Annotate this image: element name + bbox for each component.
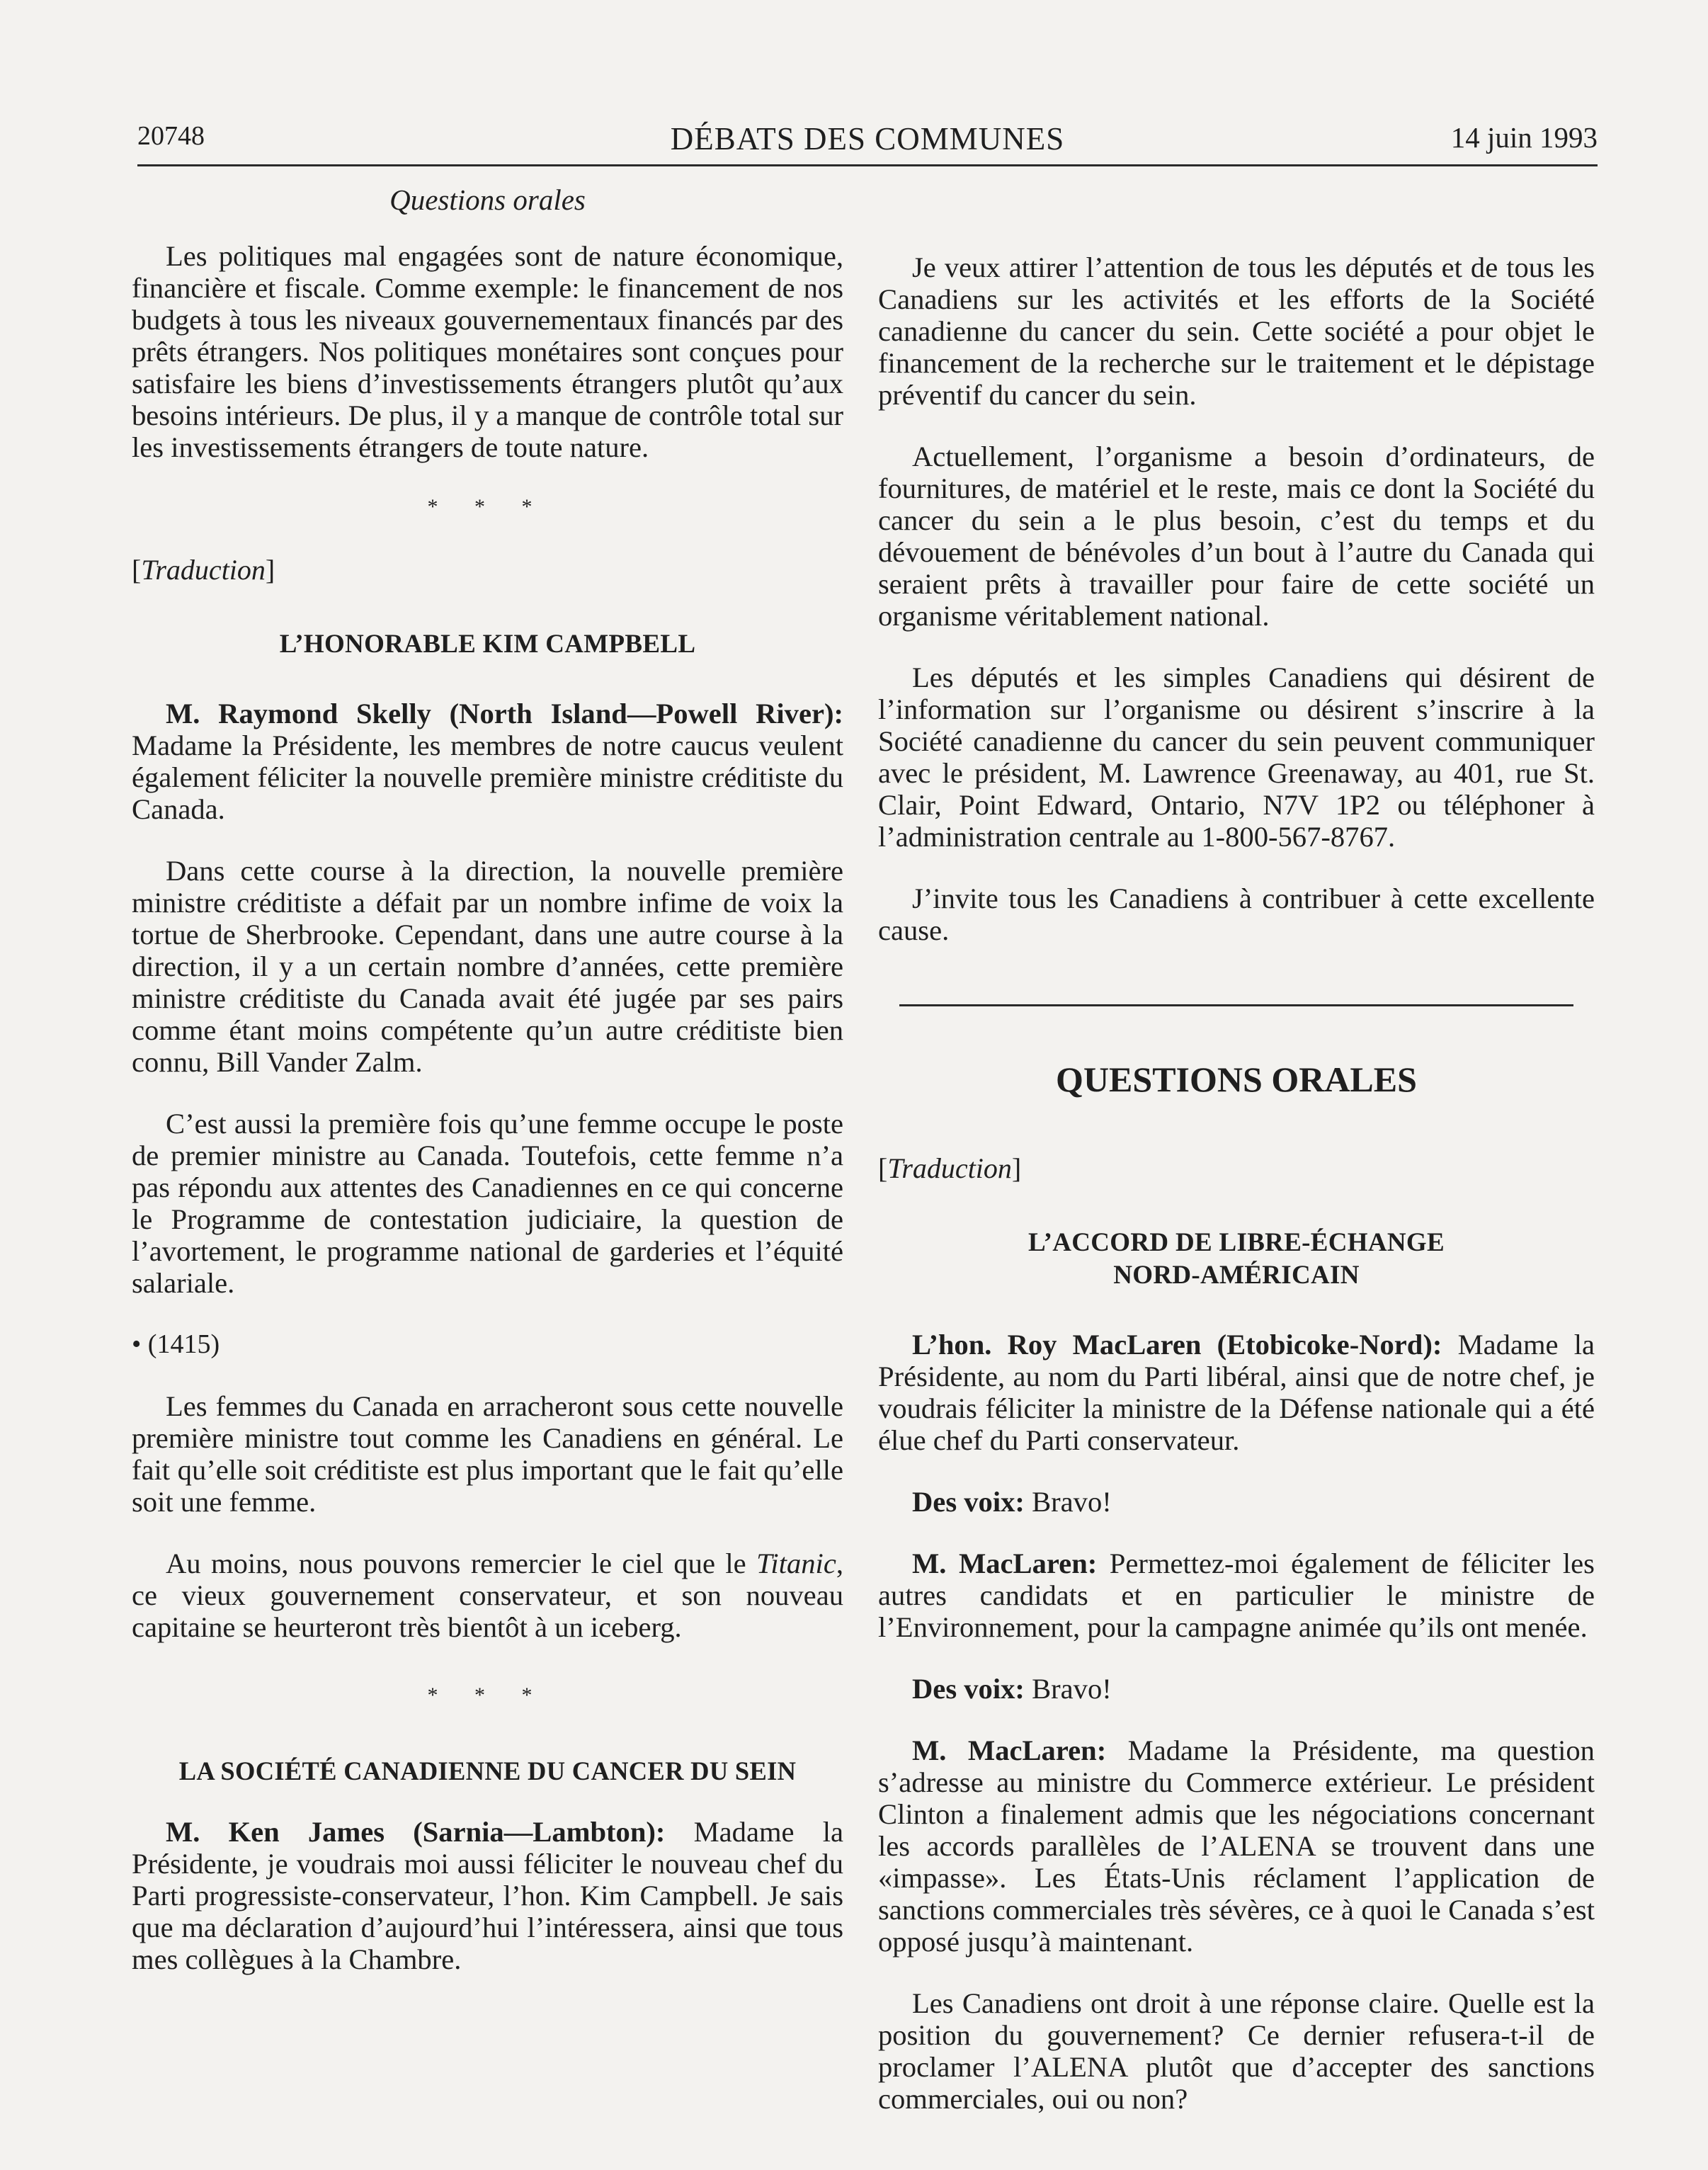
timestamp: • (1415) <box>132 1329 220 1359</box>
statement-heading: LA SOCIÉTÉ CANADIENNE DU CANCER DU SEIN <box>178 1756 797 1785</box>
text-part: Au moins, nous pouvons remercier le ciel que le <box>166 1547 757 1579</box>
paragraph <box>878 1486 1595 1518</box>
section-divider <box>899 1004 1573 1006</box>
speech-text: Madame la Présidente, au nom du Parti libéral, ainsi que de notre chef, je voudrais féliciter la ministre de la Défense nationale qui a été élue chef du Parti conservateur. <box>878 1329 1595 1456</box>
speech-text: Madame la Présidente, les membres de notre caucus veulent également féliciter la nouvelle première ministre créditiste du Canada. <box>132 729 843 825</box>
text-italic: Titanic <box>756 1547 836 1579</box>
statement-heading: L’HONORABLE KIM CAMPBELL <box>279 630 696 659</box>
paragraph <box>878 1547 1595 1643</box>
bracket-close: ] <box>265 554 275 586</box>
translation-label: Traduction <box>887 1152 1012 1184</box>
speech-text: Madame la Présidente, je voudrais moi aussi féliciter le nouveau chef du Parti progressiste-conservateur, l’hon. Kim Campbell. Je sais que ma déclaration d’aujourd’hui l’intéressera, ainsi que tous mes collègues à la Chambre. <box>132 1816 843 1975</box>
speech-text: Permettez-moi également de féliciter les autres candidats et en particulier le ministre de l’Environnement, pour la campagne animée qu’ils ont menée. <box>878 1547 1595 1643</box>
section-separator: * * * <box>427 495 548 518</box>
question-heading-line: L’ACCORD DE LIBRE-ÉCHANGE <box>1028 1228 1445 1257</box>
paragraph <box>878 1734 1595 1958</box>
paragraph <box>878 1673 1595 1705</box>
page-header <box>137 115 1598 166</box>
speaker-name: M. Ken James (Sarnia—Lambton): <box>166 1816 666 1848</box>
paragraph: C’est aussi la première fois qu’une femme occupe le poste de premier ministre au Canada. Toutefois, cette femme n’a pas répondu aux attentes des Canadiennes en ce qui concerne le Programme de contestation judiciaire, la question de l’avortement, le programme national de garderies et l’équité salariale. <box>132 1108 843 1299</box>
publication-title: DÉBATS DES COMMUNES <box>670 121 1065 157</box>
section-separator: * * * <box>427 1683 548 1707</box>
paragraph: Les femmes du Canada en arracheront sous cette nouvelle première ministre tout comme les Canadiens en général. Le fait qu’elle soit créditiste est plus important que le fait qu’elle soit une femme. <box>132 1390 843 1518</box>
bracket-close: ] <box>1011 1152 1022 1184</box>
bracket-open: [ <box>878 1152 888 1184</box>
paragraph: Dans cette course à la direction, la nouvelle première ministre créditiste a défait par un nombre infime de voix la tortue de Sherbrooke. Cependant, dans une autre course à la direction, il y a un certain nombre d’années, cette première ministre créditiste du Canada avait été jugée par ses pairs comme étant moins compétente qu’un autre créditiste bien connu, Bill Vander Zalm. <box>132 855 843 1078</box>
speaker-name: M. Raymond Skelly (North Island—Powell River): <box>166 698 843 729</box>
paragraph: Les députés et les simples Canadiens qui désirent de l’information sur l’organisme ou désirent s’inscrire à la Société canadienne du cancer du sein peuvent communiquer avec le président, M. Lawrence Greenaway, au 401, rue St. Clair, Point Edward, Ontario, N7V 1P2 ou téléphoner à l’administration centrale au 1-800-567-8767. <box>878 661 1595 853</box>
translation-label: Traduction <box>141 554 266 586</box>
speaker-name: Des voix: <box>912 1486 1025 1518</box>
paragraph <box>132 698 843 825</box>
translation-note <box>132 554 843 586</box>
paragraph: Je veux attirer l’attention de tous les députés et de tous les Canadiens sur les activités et les efforts de la Société canadienne du cancer du sein. Cette société a pour objet le financement de la recherche sur le traitement et le dépistage préventif du cancer du sein. <box>878 251 1595 411</box>
bracket-open: [ <box>132 554 142 586</box>
paragraph: Actuellement, l’organisme a besoin d’ordinateurs, de fournitures, de matériel et le reste, mais ce dont la Société du cancer du sein a le plus besoin, c’est du temps et du dévouement de bénévoles d’un bout à l’autre du Canada qui seraient prêts à travailler pour faire de cette société un organisme véritablement national. <box>878 441 1595 632</box>
speaker-name: M. MacLaren: <box>912 1734 1107 1766</box>
paragraph <box>878 1329 1595 1456</box>
translation-note <box>878 1152 1595 1184</box>
question-heading-line: NORD-AMÉRICAIN <box>1113 1261 1360 1290</box>
paragraph <box>132 1547 843 1643</box>
paragraph: Les politiques mal engagées sont de nature économique, financière et fiscale. Comme exemple: le financement de nos budgets à tous les niveaux gouvernementaux financés par des prêts étrangers. Nos politiques monétaires sont conçues pour satisfaire les biens d’investissements étrangers plutôt qu’aux besoins intérieurs. De plus, il y a manque de contrôle total sur les investissements étrangers de toute nature. <box>132 240 843 463</box>
right-column <box>878 251 1595 2145</box>
speech-text: Madame la Présidente, ma question s’adresse au ministre du Commerce extérieur. Le président Clinton a finalement admis que les négociations concernant les accords parallèles de l’ALENA se trouvent dans une «impasse». Les États-Unis réclament l’application de sanctions commerciales très sévères, ce à quoi le Canada s’est opposé jusqu’à maintenant. <box>878 1734 1595 1958</box>
section-title: Questions orales <box>389 183 586 216</box>
left-column <box>132 184 843 2005</box>
text-part: , ce vieux gouvernement conservateur, et son nouveau capitaine se heurteront très bientôt à un iceberg. <box>132 1547 843 1643</box>
speaker-name: L’hon. Roy MacLaren (Etobicoke-Nord): <box>912 1329 1442 1360</box>
speech-text: Bravo! <box>1032 1673 1112 1705</box>
paragraph <box>132 1816 843 1975</box>
page-date: 14 juin 1993 <box>1450 121 1598 154</box>
speaker-name: Des voix: <box>912 1673 1025 1705</box>
speech-text: Bravo! <box>1032 1486 1112 1518</box>
question-heading <box>878 1227 1595 1292</box>
section-heading: QUESTIONS ORALES <box>1056 1060 1417 1099</box>
paragraph: Les Canadiens ont droit à une réponse claire. Quelle est la position du gouvernement? Ce dernier refusera-t-il de proclamer l’ALENA plutôt que d’accepter des sanctions commerciales, oui ou non? <box>878 1987 1595 2115</box>
page-number: 20748 <box>137 121 205 151</box>
paragraph: J’invite tous les Canadiens à contribuer à cette excellente cause. <box>878 882 1595 946</box>
speaker-name: M. MacLaren: <box>912 1547 1098 1579</box>
